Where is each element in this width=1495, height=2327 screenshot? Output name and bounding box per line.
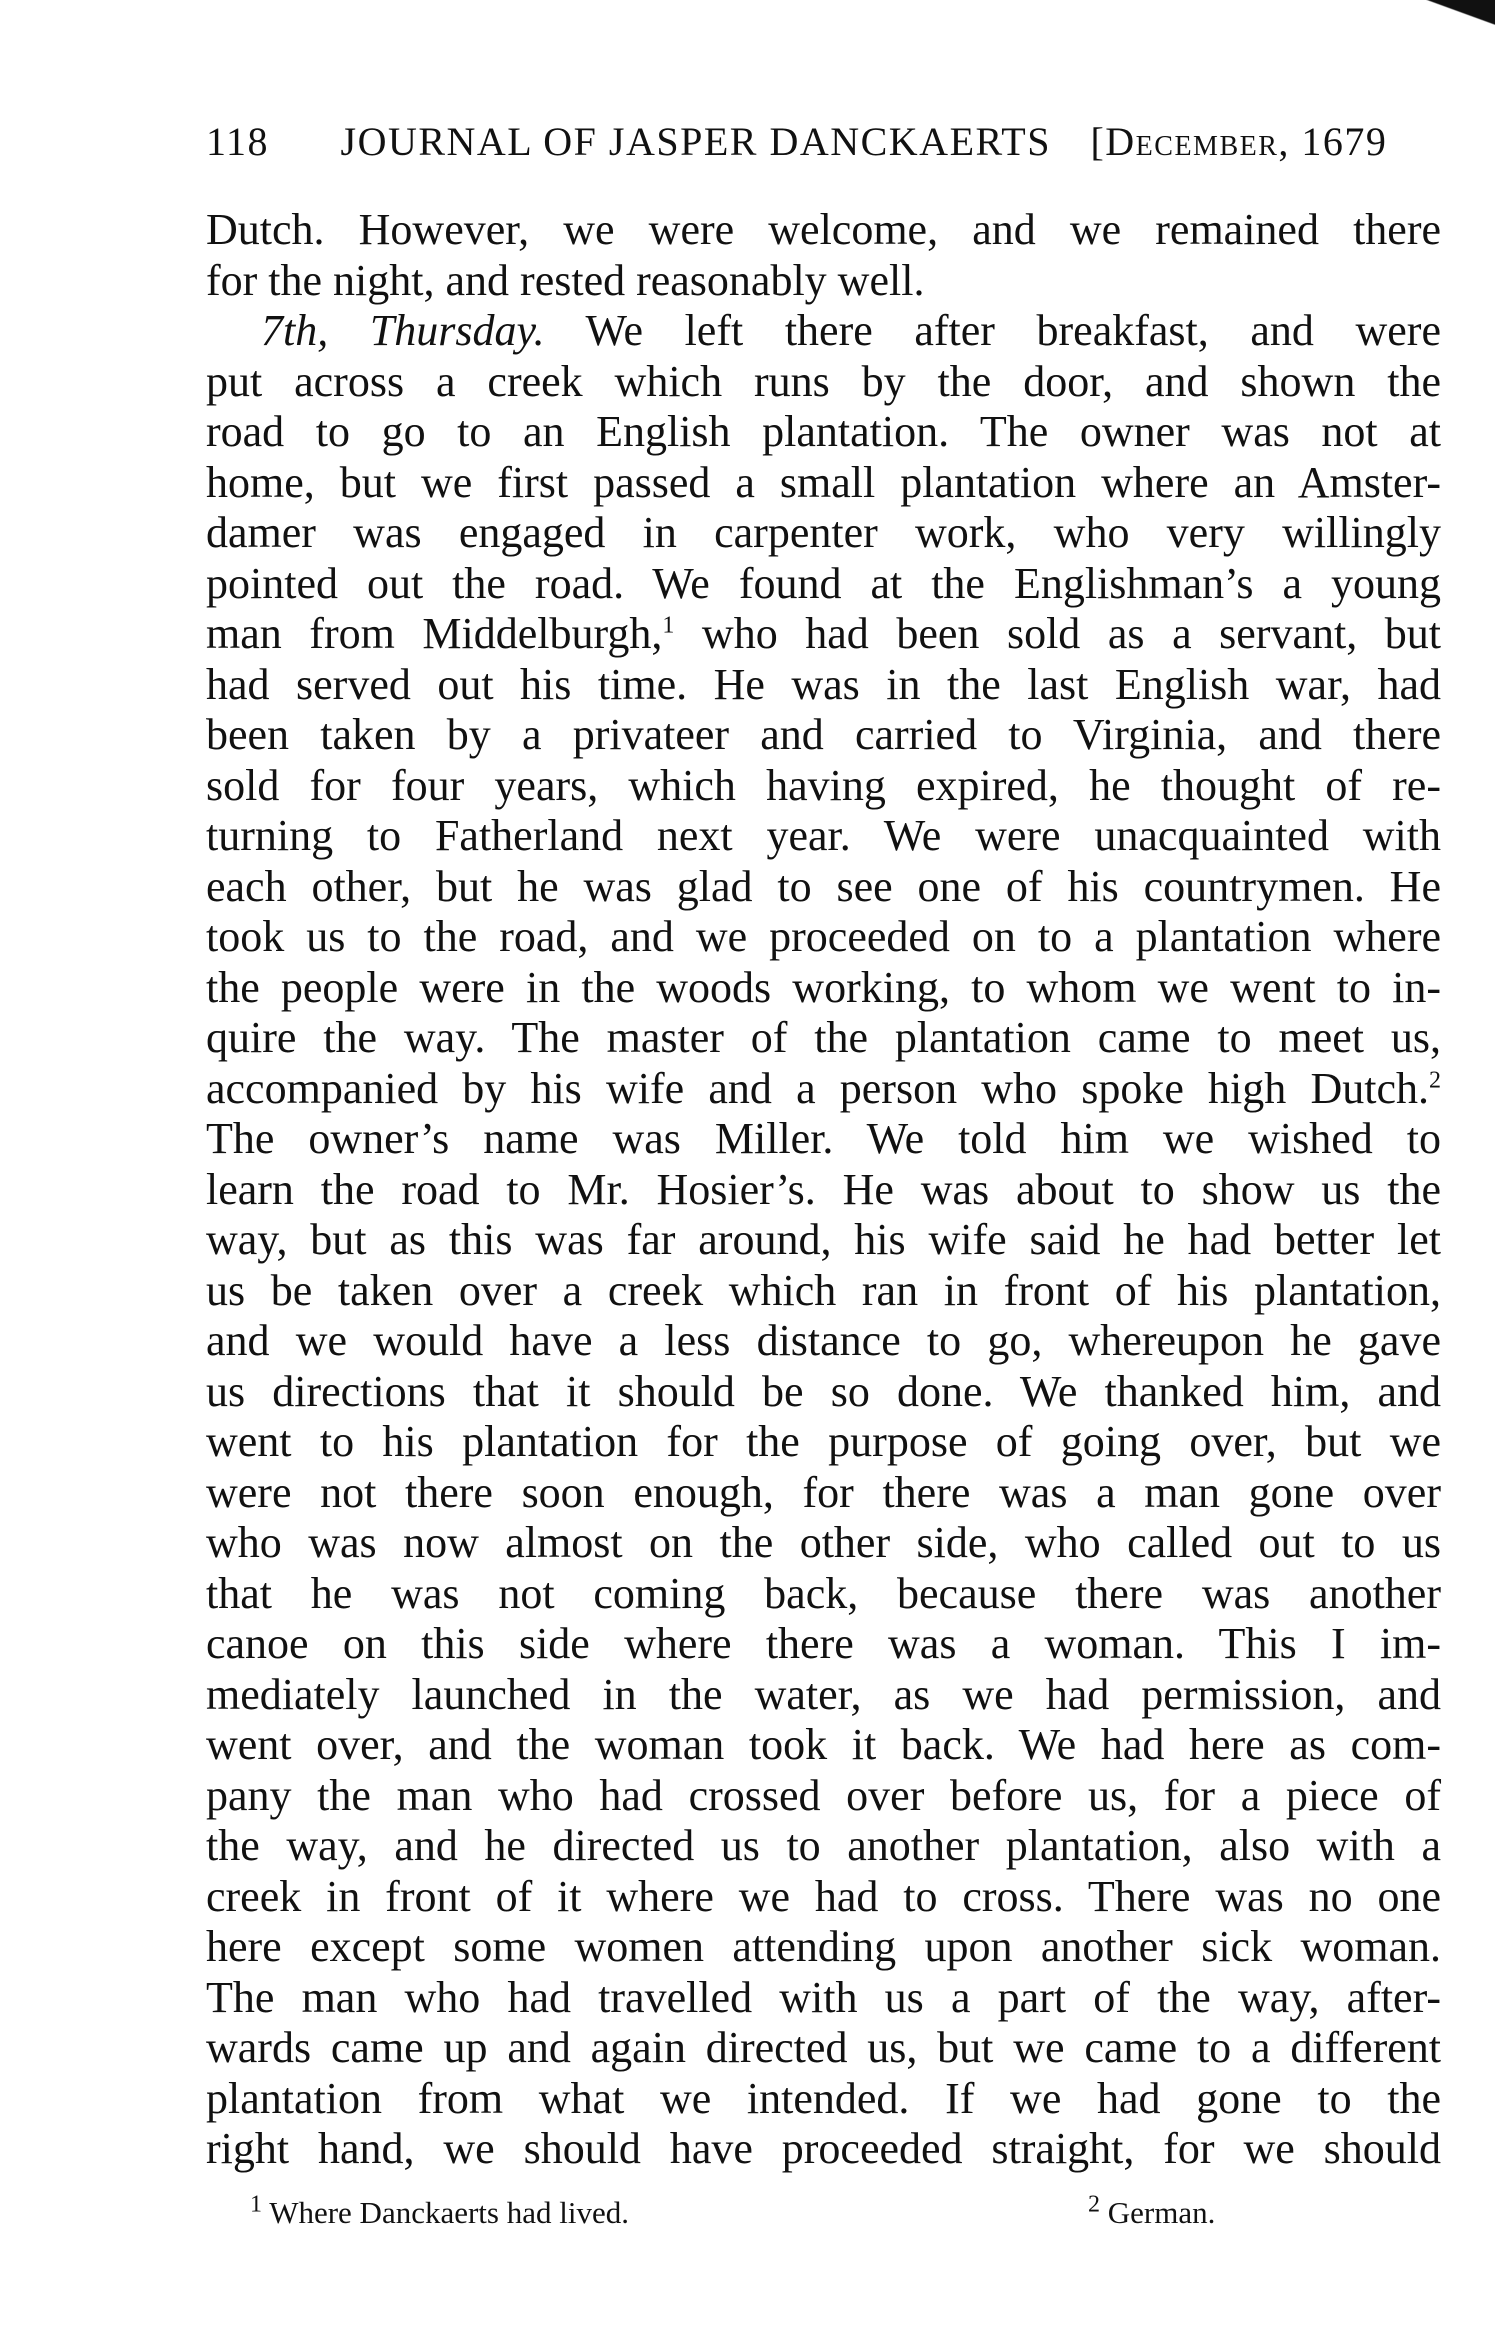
text-line-main: accompanied by his wife and a person who spoke high Dutch. xyxy=(206,1063,1429,1113)
text-line: plantation from what we intended. If we had gone to the xyxy=(206,2073,1441,2123)
text-line: creek in front of it where we had to cross. There was no one xyxy=(206,1871,1441,1921)
text-line: for the night, and rested reasonably well. xyxy=(206,255,925,305)
running-header xyxy=(206,118,1406,165)
text-line: us directions that it should be so done. We thanked him, and xyxy=(206,1366,1441,1416)
text-line: put across a creek which runs by the door, and shown the xyxy=(206,356,1441,406)
page-number: 118 xyxy=(206,119,270,164)
text-line: Dutch. However, we were welcome, and we remained there xyxy=(206,205,1441,254)
text-line: wards came up and again directed us, but we came to a different xyxy=(206,2023,1441,2072)
text-line: each other, but he was glad to see one of his countrymen. He xyxy=(206,861,1441,911)
footnotes xyxy=(250,2191,1350,2231)
text-line: the people were in the woods working, to whom we went to in- xyxy=(206,962,1441,1012)
text-line: pointed out the road. We found at the Englishman’s a young xyxy=(206,558,1441,608)
text-line: home, but we first passed a small plantation where an Amster- xyxy=(206,457,1441,507)
text-line: the way, and he directed us to another plantation, also with a xyxy=(206,1821,1441,1870)
text-line: damer was engaged in carpenter work, who very willingly xyxy=(206,508,1441,557)
text-line: that he was not coming back, because there was another xyxy=(206,1568,1441,1618)
text-line: here except some women attending upon another sick woman. xyxy=(206,1922,1441,1971)
footnote-2-text: German. xyxy=(1107,2195,1216,2230)
footnote-1 xyxy=(250,2191,629,2231)
text-line: took us to the road, and we proceeded on to a plantation where xyxy=(206,912,1441,961)
text-line: and we would have a less distance to go, whereupon he gave xyxy=(206,1316,1441,1365)
text-line: went to his plantation for the purpose of going over, but we xyxy=(206,1417,1441,1466)
text-line: were not there soon enough, for there was a man gone over xyxy=(206,1467,1441,1517)
running-title: JOURNAL OF JASPER DANCKAERTS xyxy=(340,119,1051,164)
text-line: The owner’s name was Miller. We told him we wished to xyxy=(206,1114,1441,1163)
text-line: canoe on this side where there was a woman. This I im- xyxy=(206,1619,1441,1668)
text-line: who was now almost on the other side, who called out to us xyxy=(206,1518,1441,1567)
text-line: been taken by a privateer and carried to Virginia, and there xyxy=(206,710,1441,759)
footnote-ref-2: 2 xyxy=(1429,1066,1441,1093)
text-line xyxy=(206,306,1441,357)
text-line: mediately launched in the water, as we had permission, and xyxy=(206,1669,1441,1719)
footnote-ref-1: 1 xyxy=(662,612,675,639)
footnote-2-marker: 2 xyxy=(1088,2191,1100,2218)
text-line xyxy=(206,609,1441,660)
text-line: way, but as this was far around, his wife said he had better let xyxy=(206,1215,1441,1264)
footnote-1-text: Where Danckaerts had lived. xyxy=(269,2195,629,2230)
text-line xyxy=(206,1064,1441,1115)
text-line: quire the way. The master of the plantation came to meet us, xyxy=(206,1013,1441,1062)
text-line-start: man from Middelburgh, xyxy=(206,609,663,658)
footnote-2 xyxy=(1088,2191,1216,2231)
footnote-1-marker: 1 xyxy=(250,2191,262,2218)
text-line-rest: who had been sold as a servant, but xyxy=(701,609,1441,658)
journal-text xyxy=(206,205,1441,2175)
text-line: sold for four years, which having expired, he thought of re- xyxy=(206,760,1441,810)
text-line: pany the man who had crossed over before us, for a piece of xyxy=(206,1770,1441,1820)
text-line: us be taken over a creek which ran in front of his plantation, xyxy=(206,1265,1441,1315)
text-line: had served out his time. He was in the last English war, had xyxy=(206,659,1441,709)
text-line: The man who had travelled with us a part of the way, after- xyxy=(206,1972,1441,2022)
text-line: learn the road to Mr. Hosier’s. He was about to show us the xyxy=(206,1164,1441,1214)
running-date: [December, 1679 xyxy=(1090,119,1388,164)
text-line: went over, and the woman took it back. We had here as com- xyxy=(206,1720,1441,1769)
text-line: road to go to an English plantation. The owner was not at xyxy=(206,407,1441,456)
text-line: turning to Fatherland next year. We were unacquainted with xyxy=(206,811,1441,860)
text-line: right hand, we should have proceeded straight, for we should xyxy=(206,2124,1441,2173)
text-line-rest: We left there after breakfast, and were xyxy=(585,306,1441,355)
date-heading: 7th, Thursday. xyxy=(261,306,545,355)
scan-edge-mark xyxy=(1375,0,1495,90)
